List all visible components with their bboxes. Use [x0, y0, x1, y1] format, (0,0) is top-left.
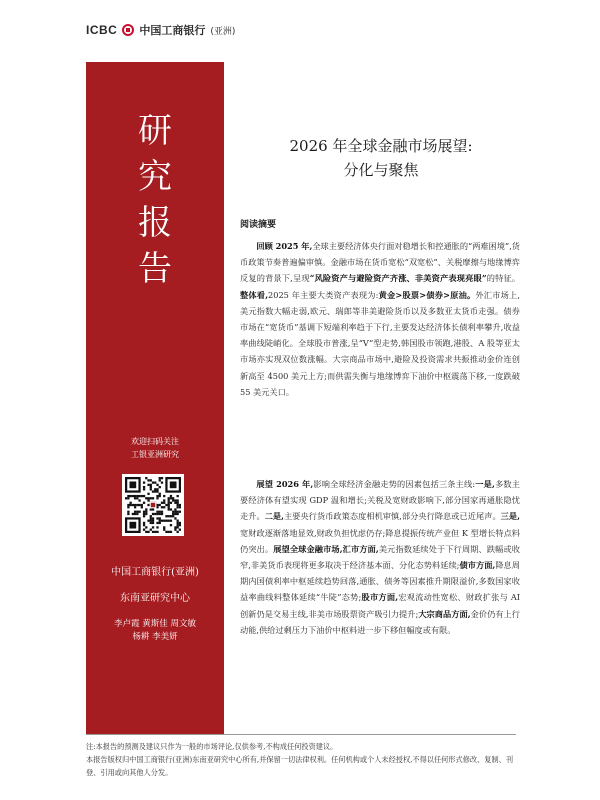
outlook-text-2: 多数主要经济体有望实现 GDP 温和增长;关税及宽财政影响下,部分国家再通胀隐忧走升。: [240, 479, 520, 522]
logo-en-text: ICBC: [86, 23, 118, 37]
review-highlight: “风险资产与避险资产齐涨、非美资产表现亮眼”: [309, 273, 487, 284]
logo-sub-text: (亚洲): [210, 26, 236, 37]
summary-heading: 阅读摘要: [240, 220, 277, 230]
outlook-text-6: 降息周期内国债利率中枢延续趋势回落,通胀、债务等因素推升期限溢价,多数国家收益率曲线料整体延续“牛陡”态势;: [240, 560, 520, 603]
review-text-3: 2025 年主要大类资产表现为:: [268, 289, 379, 300]
outlook-text-8: 金价仍有上行动能,供给过剩压力下油价中枢料进一步下移但幅度或有限。: [240, 608, 520, 635]
page-header: [0, 0, 600, 56]
commodity-market-label: 大宗商品方面,: [418, 608, 471, 619]
title-line-2: 分化与聚焦: [343, 161, 419, 179]
outlook-text-3: 主要央行货币政策态度相机审慎,部分央行降息或已近尾声。: [284, 511, 501, 522]
authors-line-1: 李卢霞 黄斯佳 周文敏: [114, 619, 196, 629]
point-two-label: 二是,: [264, 511, 285, 522]
author-list: [86, 618, 224, 644]
point-one-label: 一是,: [475, 479, 495, 489]
title-char-3: 报: [138, 203, 172, 243]
asset-ranking: 黄金>股票>债券>原油。: [378, 289, 476, 300]
disclaimer-line-1: 注:本报告的预测及建议只作为一般的市场评论,仅供参考,不构成任何投资建议。: [86, 742, 338, 751]
fx-market-label: 展望全球金融市场,汇市方面,: [273, 543, 379, 554]
document-title: [240, 134, 522, 182]
review-text-4: 外汇市场上,美元指数大幅走弱,欧元、瑞郎等非美避险货币以及多数亚太货币走强。债券市场在“宽货币”基调下短端利率趋于下行,主要发达经济体长债利率攀升,收益率曲线陡峭化。全球股市普涨,呈“V”型走势,韩国股市领跑,港股、A 股等亚太市场亦实现双位数涨幅。大宗商品市场中,避险及投资需求共振推动金价连创新高至 4500 美元上方;而供需失衡与地缘博弈下油价中枢震荡下移,一度跌破 55 美元关口。: [240, 289, 520, 397]
outlook-text-5: 美元指数延续处于下行周期、跌幅或收窄,非美货币表现将更多取决于经济基本面、分化态势料延续;: [240, 543, 520, 571]
outlook-lead: 展望 2026 年,: [256, 479, 314, 489]
icbc-logo: [86, 22, 235, 38]
icbc-emblem-icon: [122, 24, 134, 36]
title-char-1: 研: [138, 111, 172, 151]
qr-code-icon[interactable]: [122, 474, 184, 536]
review-overall-lead: 整体看,: [240, 289, 269, 300]
authors-line-2: 杨耕 李美妍: [132, 632, 178, 642]
review-text-2: 的特征。: [486, 273, 520, 284]
outlook-paragraph: [240, 476, 520, 638]
org-name: 中国工商银行(亚洲): [111, 567, 199, 578]
review-lead: 回顾 2025 年,: [256, 241, 313, 251]
review-paragraph: [240, 238, 520, 400]
title-line-1: 2026 年全球金融市场展望:: [289, 137, 473, 155]
title-char-2: 究: [138, 157, 172, 197]
bond-market-label: 债市方面,: [459, 560, 496, 571]
disclaimer-line-2: 本报告版权归中国工商银行(亚洲)东南亚研究中心所有,并保留一切法律权利。任何机构或个人未经授权,不得以任何形式修改、复制、刊登、引用或向其他人分发。: [86, 755, 514, 777]
report-type-title: [86, 108, 224, 292]
qr-caption-line-2: 工银亚洲研究: [131, 450, 179, 459]
qr-caption: [86, 435, 224, 461]
research-center-name: 东南亚研究中心: [120, 593, 190, 604]
title-char-4: 告: [138, 249, 172, 289]
disclaimer-footer: [86, 740, 516, 779]
outlook-text-4: 宽财政逐渐落地显效,财政负担忧虑仍存;降息提振传统产业但 K 型增长特点料仍突出。: [240, 527, 520, 554]
footer-divider: [86, 734, 516, 735]
point-three-label: 三是,: [500, 511, 520, 522]
outlook-text-1: 影响全球经济金融走势的因素包括三条主线:: [313, 479, 476, 489]
review-text-1: 全球主要经济体央行面对稳增长和控通胀的“两难困境”,货币政策节奏普遍偏审慎。金融市场在货币宽松“双宽松”、关税摩擦与地缘博弈反复的背景下,呈现: [240, 241, 520, 284]
red-sidebar: [86, 62, 224, 734]
logo-cn-text: 中国工商银行: [139, 24, 206, 37]
stock-market-label: 股市方面,: [361, 592, 399, 603]
qr-caption-line-1: 欢迎扫码关注: [131, 437, 179, 446]
outlook-text-7: 宏观流动性宽松、财政扩张与 AI 创新仍是交易主线,非美市场股票资产吸引力提升;: [240, 592, 520, 619]
